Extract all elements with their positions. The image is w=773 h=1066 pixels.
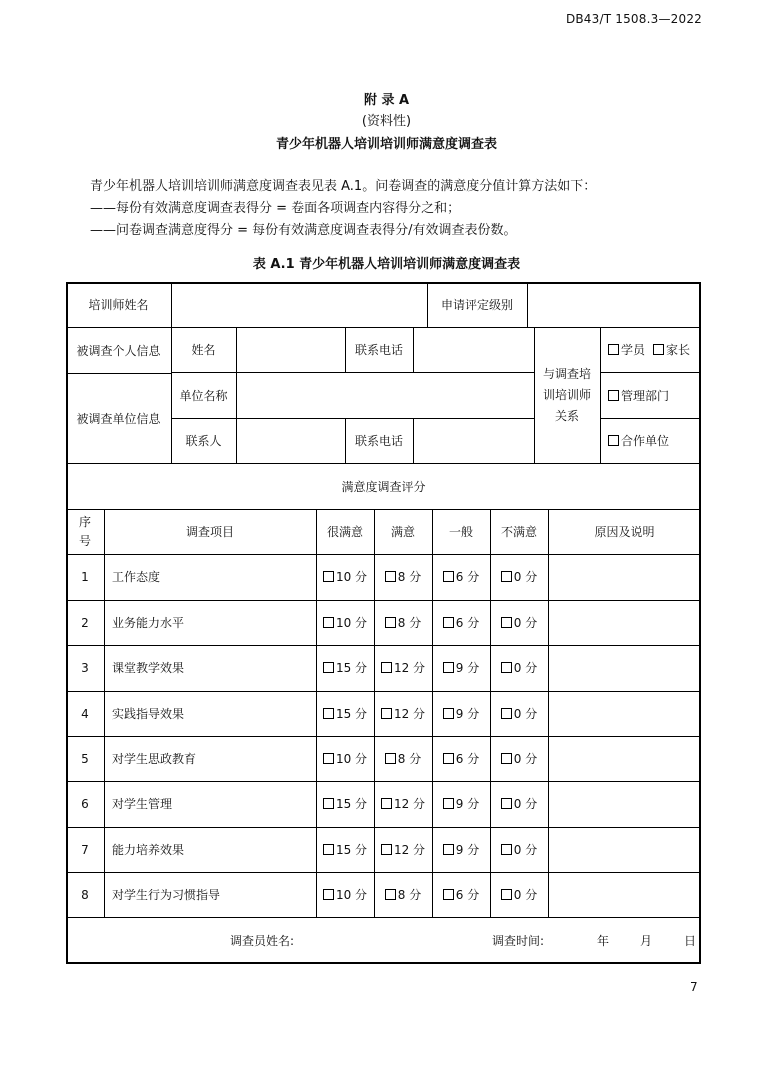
row-item: 课堂教学效果 [112,661,185,675]
contact-field[interactable] [236,418,345,463]
unit-name-label: 单位名称 [179,388,228,403]
row-score-neutral-label: 6 分 [455,616,480,630]
checkbox-icon [385,617,396,628]
row-score-unsatisfied[interactable] [490,781,548,826]
row-item: 工作态度 [112,570,161,584]
unit-info-label: 被调查单位信息 [76,411,161,426]
checkbox-icon [323,798,334,809]
checkbox-icon [323,571,334,582]
column-header-very-satisfied: 很满意 [326,525,363,539]
row-score-satisfied[interactable] [374,691,432,736]
checkbox-icon [323,708,334,719]
row-score-unsatisfied[interactable] [490,691,548,736]
relation-partner-label: 合作单位 [621,434,670,448]
row-score-neutral-label: 6 分 [455,570,480,584]
row-score-very-satisfied[interactable] [316,554,374,599]
row-score-unsatisfied-label: 0 分 [513,752,538,766]
row-seq: 4 [81,706,89,721]
relation-mgmt-checkbox[interactable] [600,372,701,418]
row-reason-field[interactable] [548,736,701,781]
checkbox-icon [385,571,396,582]
trainer-name-label: 培训师姓名 [88,298,149,312]
row-score-unsatisfied[interactable] [490,872,548,917]
checkbox-icon [443,798,454,809]
rating-level-label: 申请评定级别 [440,298,513,312]
row-score-very-satisfied[interactable] [316,781,374,826]
checkbox-icon [501,844,512,855]
row-score-very-satisfied[interactable] [316,691,374,736]
checkbox-icon [501,753,512,764]
row-score-neutral-label: 6 分 [455,752,480,766]
row-score-very-satisfied-label: 15 分 [335,797,368,811]
row-reason-field[interactable] [548,554,701,599]
row-item: 对学生思政教育 [112,752,197,766]
row-score-satisfied[interactable] [374,827,432,872]
row-seq: 8 [81,887,89,902]
checkbox-icon [653,344,664,355]
checkbox-icon [323,889,334,900]
checkbox-icon [443,889,454,900]
column-header-satisfied: 满意 [390,525,415,539]
row-score-satisfied-label: 8 分 [397,888,422,902]
row-score-neutral[interactable] [432,554,490,599]
survey-date-day: 日 [684,934,697,948]
name-field[interactable] [236,327,345,372]
row-score-neutral-label: 9 分 [455,707,480,721]
row-score-neutral-label: 9 分 [455,843,480,857]
row-item: 对学生管理 [112,797,173,811]
row-score-very-satisfied-label: 15 分 [335,843,368,857]
checkbox-icon [443,844,454,855]
name-label: 姓名 [191,343,216,357]
row-score-neutral-label: 6 分 [455,888,480,902]
rating-level-field[interactable] [527,282,701,327]
row-score-very-satisfied[interactable] [316,736,374,781]
relation-parent-label: 家长 [666,343,691,357]
row-reason-field[interactable] [548,827,701,872]
row-score-neutral[interactable] [432,691,490,736]
row-score-unsatisfied[interactable] [490,554,548,599]
appendix-title: 青少年机器人培训培训师满意度调查表 [275,137,497,152]
row-reason-field[interactable] [548,645,701,690]
survey-date-year: 年 [597,934,610,948]
row-score-neutral[interactable] [432,827,490,872]
unit-name-field[interactable] [236,372,534,418]
relation-mgmt-label: 管理部门 [621,388,670,403]
row-reason-field[interactable] [548,600,701,645]
row-score-satisfied[interactable] [374,736,432,781]
row-score-satisfied-label: 12 分 [393,661,426,675]
checkbox-icon [501,571,512,582]
row-score-neutral[interactable] [432,736,490,781]
relation-person-options [600,327,701,372]
row-reason-field[interactable] [548,691,701,736]
checkbox-icon [381,662,392,673]
column-header-reason: 原因及说明 [594,525,655,539]
survey-date-month: 月 [640,934,653,948]
row-score-neutral[interactable] [432,645,490,690]
row-seq: 3 [81,660,89,675]
row-score-unsatisfied-label: 0 分 [513,570,538,584]
checkbox-icon [323,753,334,764]
row-score-unsatisfied[interactable] [490,827,548,872]
row-score-satisfied[interactable] [374,554,432,599]
row-score-very-satisfied-label: 10 分 [335,570,368,584]
row-score-neutral-label: 9 分 [455,797,480,811]
row-score-neutral-label: 9 分 [455,661,480,675]
checkbox-icon [501,708,512,719]
row-score-satisfied-label: 12 分 [393,843,426,857]
trainer-name-field[interactable] [171,282,427,327]
appendix-nature: (资料性) [361,114,412,129]
row-seq: 2 [81,615,89,630]
row-score-unsatisfied[interactable] [490,600,548,645]
appendix-label: 附 录 A [363,93,410,108]
survey-date-label: 调查时间: [492,934,545,948]
row-item: 能力培养效果 [112,843,185,857]
row-seq: 1 [81,569,89,584]
row-score-very-satisfied[interactable] [316,827,374,872]
checkbox-icon [443,571,454,582]
checkbox-icon [443,617,454,628]
table-caption: 表 A.1 青少年机器人培训培训师满意度调查表 [252,257,521,272]
contact-label: 联系人 [185,434,222,448]
checkbox-icon [501,798,512,809]
row-score-satisfied-label: 8 分 [397,570,422,584]
row-score-unsatisfied[interactable] [490,736,548,781]
checkbox-icon [381,708,392,719]
row-score-unsatisfied-label: 0 分 [513,843,538,857]
column-header-seq-line-2: 号 [78,533,91,548]
row-score-neutral[interactable] [432,872,490,917]
row-score-satisfied-label: 8 分 [397,752,422,766]
column-header-seq-line-1: 序 [78,514,91,529]
row-score-unsatisfied-label: 0 分 [513,661,538,675]
row-score-unsatisfied[interactable] [490,645,548,690]
row-score-very-satisfied[interactable] [316,600,374,645]
phone-field[interactable] [413,327,534,372]
column-header-item: 调查项目 [185,525,234,539]
relation-label-line-3: 关系 [554,408,579,423]
row-score-satisfied[interactable] [374,600,432,645]
row-score-very-satisfied-label: 15 分 [335,707,368,721]
column-header-unsatisfied: 不满意 [500,525,537,539]
row-item: 对学生行为习惯指导 [112,888,221,902]
row-seq: 7 [81,842,89,857]
row-item: 业务能力水平 [112,616,185,630]
checkbox-icon [381,844,392,855]
row-score-neutral[interactable] [432,781,490,826]
row-score-satisfied-label: 12 分 [393,707,426,721]
row-seq: 6 [81,796,89,811]
row-score-satisfied[interactable] [374,645,432,690]
relation-label [534,327,600,463]
relation-label-line-1: 与调查培 [542,366,591,381]
checkbox-icon [385,753,396,764]
checkbox-icon [608,435,619,446]
row-score-satisfied[interactable] [374,781,432,826]
column-header-seq [66,509,104,554]
relation-label-line-2: 训培训师 [542,387,591,402]
row-score-unsatisfied-label: 0 分 [513,797,538,811]
column-header-neutral: 一般 [448,525,473,539]
checkbox-icon [443,753,454,764]
row-score-very-satisfied-label: 10 分 [335,616,368,630]
relation-parent-checkbox[interactable] [653,341,690,358]
row-score-unsatisfied-label: 0 分 [513,707,538,721]
intro-line-1: 青少年机器人培训培训师满意度调查表见表 A.1。问卷调查的满意度分值计算方法如下： [90,179,597,194]
relation-partner-checkbox[interactable] [600,418,701,463]
row-score-very-satisfied-label: 10 分 [335,888,368,902]
respondent-info-label: 被调查个人信息 [76,343,161,358]
row-seq: 5 [81,751,89,766]
checkbox-icon [323,662,334,673]
unit-phone-label: 联系电话 [354,434,403,448]
row-score-satisfied[interactable] [374,872,432,917]
unit-phone-field[interactable] [413,418,534,463]
row-score-satisfied-label: 12 分 [393,797,426,811]
row-reason-field[interactable] [548,872,701,917]
document-code: DB43/T 1508.3—2022 [565,12,702,26]
checkbox-icon [385,889,396,900]
page-number: 7 [690,980,698,994]
row-score-unsatisfied-label: 0 分 [513,616,538,630]
row-score-very-satisfied-label: 15 分 [335,661,368,675]
row-score-very-satisfied-label: 10 分 [335,752,368,766]
intro-line-2: ——每份有效满意度调查表得分 = 卷面各项调查内容得分之和； [90,201,461,216]
checkbox-icon [381,798,392,809]
checkbox-icon [501,889,512,900]
row-reason-field[interactable] [548,781,701,826]
row-score-very-satisfied[interactable] [316,645,374,690]
row-score-neutral[interactable] [432,600,490,645]
surveyor-name-label: 调查员姓名: [230,934,295,948]
checkbox-icon [323,844,334,855]
relation-student-checkbox[interactable] [608,341,645,358]
checkbox-icon [501,662,512,673]
checkbox-icon [323,617,334,628]
checkbox-icon [501,617,512,628]
row-score-satisfied-label: 8 分 [397,616,422,630]
intro-line-3: ——问卷调查满意度得分 = 每份有效满意度调查表得分/有效调查表份数。 [90,223,517,238]
phone-label: 联系电话 [354,343,403,357]
checkbox-icon [443,662,454,673]
checkbox-icon [608,390,619,401]
row-item: 实践指导效果 [112,707,185,721]
relation-student-label: 学员 [621,343,646,357]
section-title: 满意度调查评分 [341,479,426,494]
row-score-unsatisfied-label: 0 分 [513,888,538,902]
checkbox-icon [608,344,619,355]
row-score-very-satisfied[interactable] [316,872,374,917]
checkbox-icon [443,708,454,719]
